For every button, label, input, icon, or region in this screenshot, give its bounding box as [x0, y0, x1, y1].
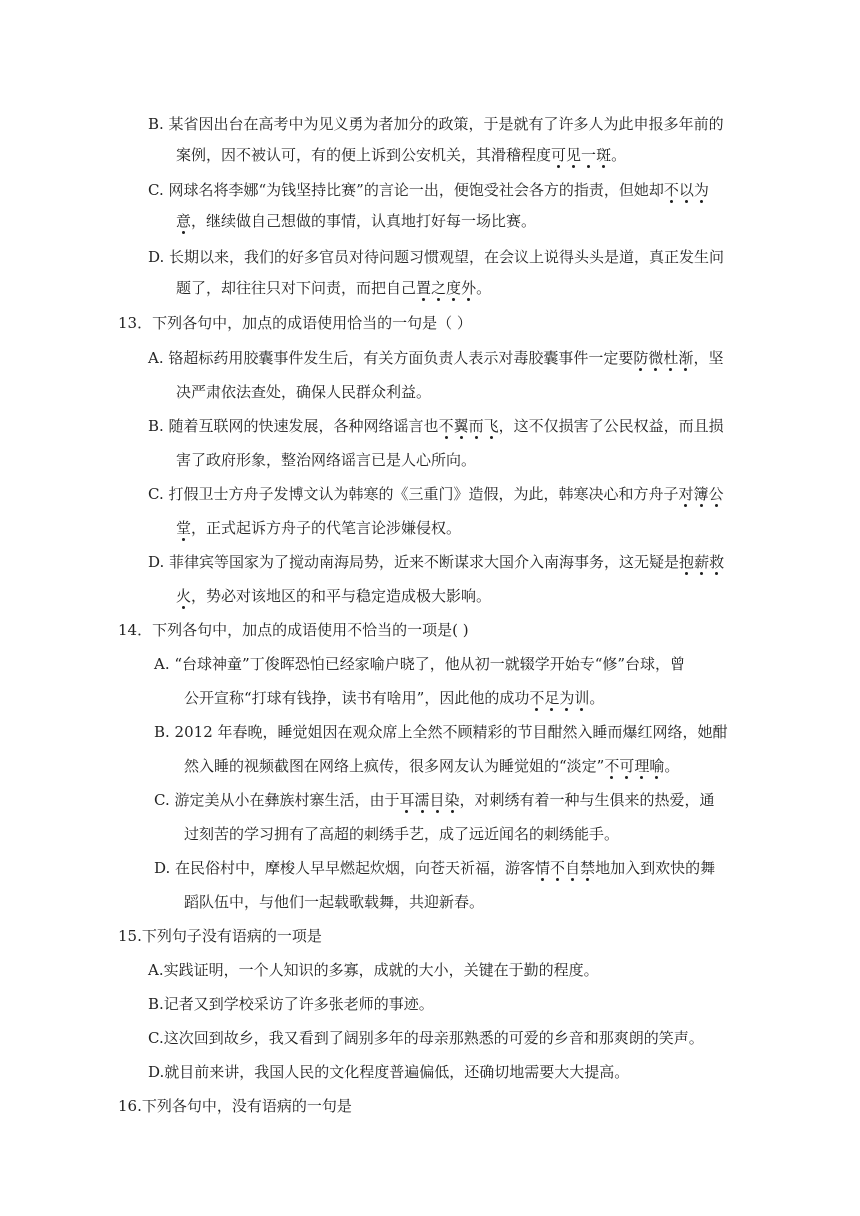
text-line	[148, 348, 723, 368]
text-segment: 公开宣称“打球有钱挣，读书有啥用”，因此他的成功	[184, 689, 530, 707]
text-segment: A. 铬超标药用胶囊事件发生后，有关方面负责人表示对毒胶囊事件一定要	[148, 349, 634, 367]
text-segment: 题了，却往往只对下问责，而把自己	[176, 279, 417, 297]
emphasized-idiom: 意	[176, 212, 192, 230]
text-segment: 16.下列各句中，没有语病的一句是	[118, 1097, 352, 1115]
emphasized-idiom: 抱薪救	[679, 553, 725, 571]
text-line	[176, 211, 536, 231]
text-segment: B. 某省因出台在高考中为见义勇为者加分的政策，于是就有了许多人为此申报多年前的	[148, 115, 724, 133]
text-line	[154, 722, 728, 742]
text-segment: 地加入到欢快的舞	[595, 859, 716, 877]
text-segment: ，这不仅损害了公民权益，而且损	[498, 417, 724, 435]
text-segment: 13．下列各句中，加点的成语使用恰当的一句是（ ）	[118, 314, 472, 332]
text-segment: 。	[476, 279, 492, 297]
emphasized-idiom: 置之度外	[416, 279, 477, 297]
text-line	[118, 620, 469, 640]
emphasized-idiom: 不足为训	[529, 689, 590, 707]
text-line	[148, 180, 709, 200]
text-line	[176, 518, 461, 538]
text-segment: ，对刺绣有着一种与生俱来的热爱，通	[459, 791, 715, 809]
text-segment: 蹈队伍中，与他们一起载歌载舞，共迎新春。	[184, 893, 485, 911]
emphasized-idiom: 火	[176, 587, 192, 605]
text-segment: B. 2012 年春晚，睡觉姐因在观众席上全然不顾精彩的节目酣然入睡而爆红网络，她酣	[154, 723, 728, 741]
text-line	[176, 586, 491, 606]
text-segment: 。	[611, 146, 627, 164]
text-segment: D. 菲律宾等国家为了搅动南海局势，近来不断谋求大国介入南海事务，这无疑是	[148, 553, 680, 571]
text-segment: D.就目前来讲，我国人民的文化程度普遍偏低，还确切地需要大大提高。	[148, 1063, 630, 1081]
text-line	[154, 858, 715, 878]
emphasized-idiom: 不以为	[663, 181, 709, 199]
emphasized-idiom: 防微杜渐	[633, 349, 694, 367]
emphasized-idiom: 可见一斑	[551, 146, 612, 164]
text-line	[184, 688, 604, 708]
text-segment: B. 随着互联网的快速发展，各种网络谣言也	[148, 417, 439, 435]
text-segment: B.记者又到学校采访了许多张老师的事迹。	[148, 995, 434, 1013]
text-line	[118, 313, 472, 333]
text-line	[184, 824, 619, 844]
text-segment: 决严肃依法查处，确保人民群众利益。	[176, 383, 432, 401]
text-segment: D. 在民俗村中，摩梭人早早燃起炊烟，向苍天祈福，游客	[154, 859, 536, 877]
text-line	[118, 1096, 352, 1116]
text-line	[184, 892, 484, 912]
text-segment: ，坚	[693, 349, 724, 367]
emphasized-idiom: 堂	[176, 519, 192, 537]
text-line	[154, 654, 685, 674]
text-line	[176, 145, 626, 165]
text-segment: ，势必对该地区的和平与稳定造成极大影响。	[191, 587, 492, 605]
text-segment: C. 网球名将李娜“为钱坚持比赛”的言论一出，便饱受社会各方的指责，但她却	[148, 181, 664, 199]
text-line	[148, 114, 724, 134]
text-line	[176, 278, 491, 298]
emphasized-idiom: 情不自禁	[535, 859, 596, 877]
text-segment: A. “台球神童”丁俊晖恐怕已经家喻户晓了，他从初一就辍学开始专“修”台球，曾	[154, 655, 686, 673]
text-segment: 害了政府形象，整治网络谣言已是人心所向。	[176, 451, 477, 469]
text-line	[176, 382, 431, 402]
text-segment: C. 游定美从小在彝族村寨生活，由于	[154, 791, 400, 809]
text-segment: C. 打假卫士方舟子发博文认为韩寒的《三重门》造假，为此，韩寒决心和方舟子	[148, 485, 679, 503]
text-line	[148, 247, 724, 267]
text-line	[148, 1028, 704, 1048]
text-line	[154, 790, 715, 810]
text-line	[148, 994, 434, 1014]
text-line	[148, 1062, 629, 1082]
emphasized-idiom: 不翼而飞	[438, 417, 499, 435]
text-line	[148, 960, 599, 980]
emphasized-idiom: 不可理喻	[604, 757, 665, 775]
emphasized-idiom: 耳濡目染	[399, 791, 460, 809]
emphasized-idiom: 对簿公	[678, 485, 724, 503]
text-segment: 。	[589, 689, 605, 707]
text-line	[184, 756, 679, 776]
text-line	[148, 484, 724, 504]
text-segment: 14．下列各句中，加点的成语使用不恰当的一项是( )	[118, 621, 469, 639]
text-segment: D. 长期以来，我们的好多官员对待问题习惯观望，在会议上说得头头是道，真正发生问	[148, 248, 725, 266]
text-segment: 案例，因不被认可，有的便上诉到公安机关，其滑稽程度	[176, 146, 552, 164]
text-segment: ，继续做自己想做的事情，认真地打好每一场比赛。	[191, 212, 537, 230]
text-line	[148, 552, 724, 572]
text-segment: ，正式起诉方舟子的代笔言论涉嫌侵权。	[191, 519, 462, 537]
text-segment: 15.下列句子没有语病的一项是	[118, 927, 322, 945]
text-line	[118, 926, 322, 946]
text-segment: 。	[664, 757, 680, 775]
text-segment: 过刻苦的学习拥有了高超的刺绣手艺，成了远近闻名的刺绣能手。	[184, 825, 620, 843]
text-line	[148, 416, 724, 436]
text-segment: C.这次回到故乡，我又看到了阔别多年的母亲那熟悉的可爱的乡音和那爽朗的笑声。	[148, 1029, 704, 1047]
text-segment: A.实践证明，一个人知识的多寡，成就的大小，关键在于勤的程度。	[148, 961, 599, 979]
text-line	[176, 450, 476, 470]
text-segment: 然入睡的视频截图在网络上疯传，很多网友认为睡觉姐的“淡定”	[184, 757, 605, 775]
